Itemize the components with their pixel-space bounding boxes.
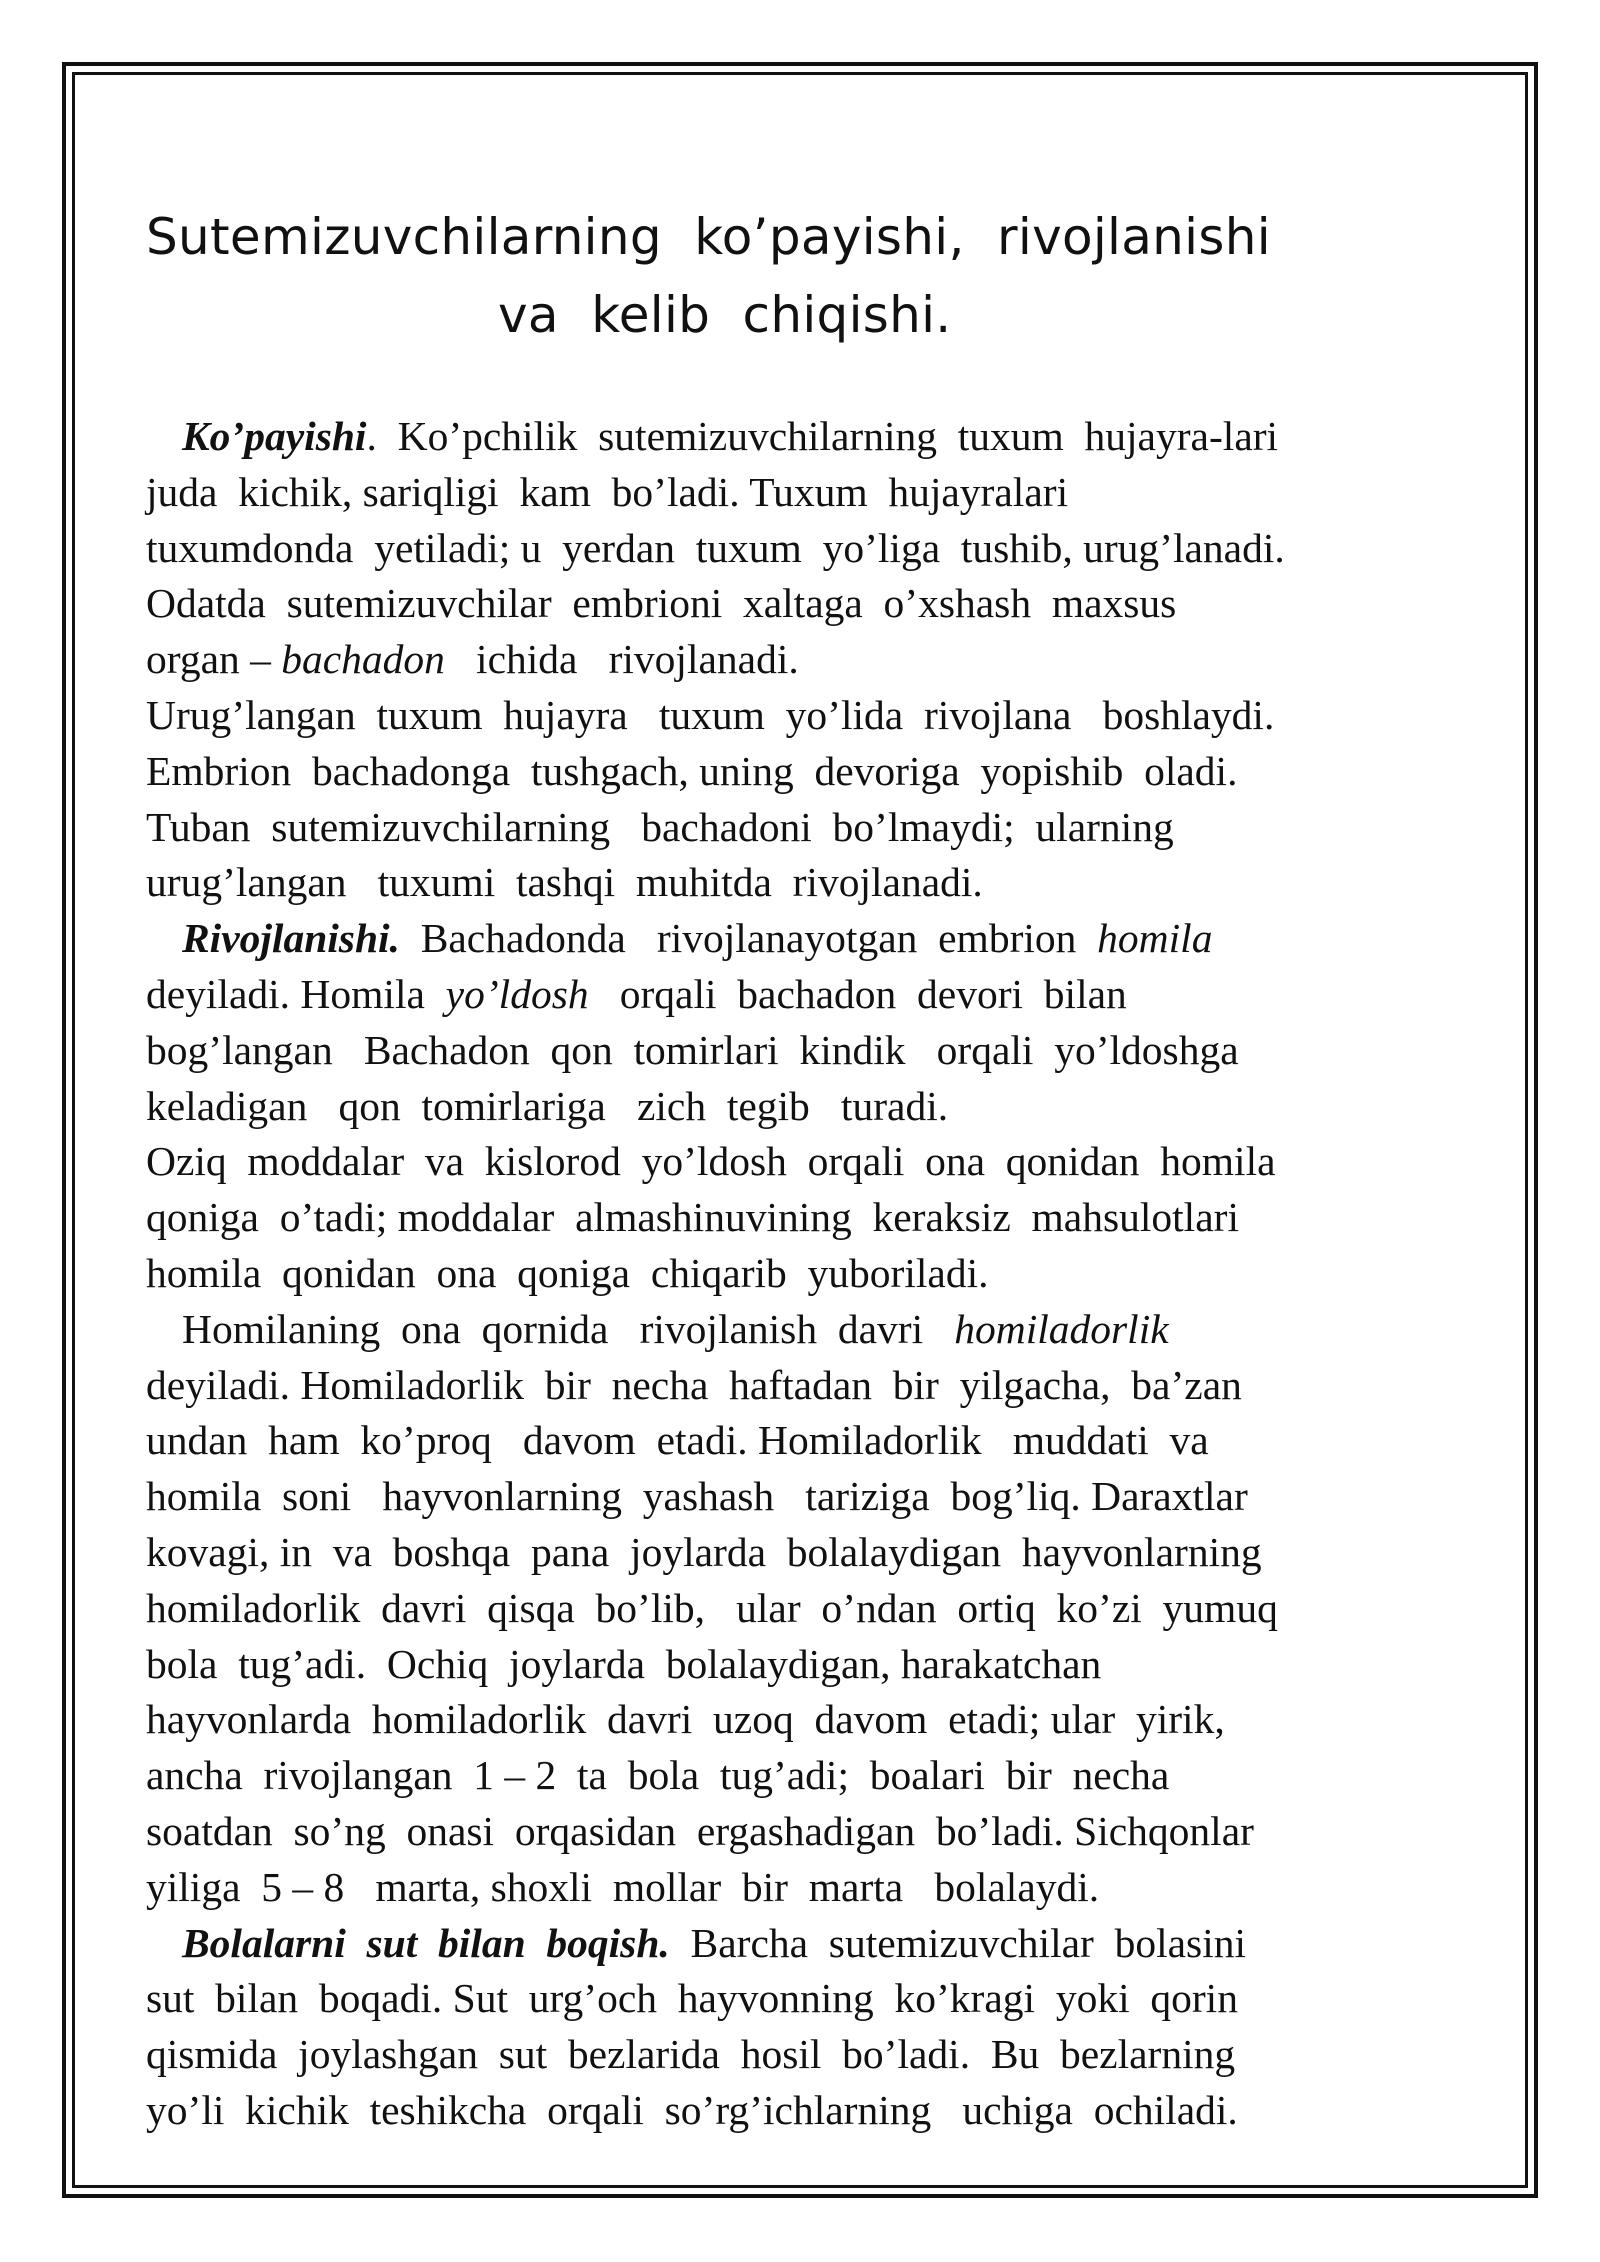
text-line [146,1190,1486,1246]
text-run: bog’langan Bachadon qon tomirlari kindik orqali yo’ldoshga [146,1026,1239,1073]
text-run: homiladorlik davri qisqa bo’lib, ular o’ndan ortiq ko’zi yumuq [146,1584,1278,1631]
text-run: yo’li kichik teshikcha orqali so’rg’ichlarning uchiga ochiladi. [146,2086,1238,2133]
title-line-2: va kelib chiqishi. [498,286,952,344]
text-run: Homilaning ona qornida rivojlanish davri [182,1305,955,1352]
text-line [146,911,1486,967]
text-run: tuxumdonda yetiladi; u yerdan tuxum yo’liga tushib, urug’lanadi. [146,524,1285,571]
text-run: juda kichik, sariqligi kam bo’ladi. Tuxum hujayralari [146,468,1069,515]
title-line-1: Sutemizuvchilarning ko’payishi, rivojlanishi [146,208,1271,266]
text-run: Embrion bachadonga tushgach, uning devoriga yopishib oladi. [146,747,1238,794]
text-line [146,1916,1486,1972]
text-line [146,1023,1486,1079]
text-line [146,1079,1486,1135]
text-run: urug’langan tuxumi tashqi muhitda rivojlanadi. [146,859,983,906]
text-line [146,465,1486,521]
text-line [146,1860,1486,1916]
text-run: ancha rivojlangan 1 – 2 ta bola tug’adi; boalari bir necha [146,1752,1170,1799]
text-run: Odatda sutemizuvchilar embrioni xaltaga o’xshash maxsus [146,580,1177,627]
text-line [146,1302,1486,1358]
italic-term: homila [1097,915,1213,962]
text-line [146,688,1486,744]
text-line [146,967,1486,1023]
text-line [146,1358,1486,1414]
text-line [146,855,1486,911]
section-heading: Rivojlanishi. [182,915,400,962]
text-run: hayvonlarda homiladorlik davri uzoq davom etadi; ular yirik, [146,1696,1225,1743]
text-line [146,521,1486,577]
text-run: deyiladi. Homiladorlik bir necha haftadan bir yilgacha, ba’zan [146,1361,1242,1408]
text-line [146,2027,1486,2083]
text-run: ichida rivojlanadi. [444,636,799,683]
italic-term: homiladorlik [954,1305,1169,1352]
text-run: kovagi, in va boshqa pana joylarda bolalaydigan hayvonlarning [146,1528,1262,1575]
text-line [146,1748,1486,1804]
text-run: yiliga 5 – 8 marta, shoxli mollar bir marta bolalaydi. [146,1863,1100,1910]
text-run: qismida joylashgan sut bezlarida hosil bo’ladi. Bu bezlarning [146,2031,1236,2078]
page-title [146,198,1446,354]
text-run: keladigan qon tomirlariga zich tegib turadi. [146,1082,949,1129]
text-line [146,409,1486,465]
section-heading: Bolalarni sut bilan boqish. [182,1919,670,1966]
text-line [146,1581,1486,1637]
text-line [146,1692,1486,1748]
text-line [146,1804,1486,1860]
text-line [146,632,1486,688]
section-heading: Ko’payishi [182,413,367,459]
text-run: deyiladi. Homila [146,970,446,1017]
text-run: soatdan so’ng onasi orqasidan ergashadigan bo’ladi. Sichqonlar [146,1807,1254,1854]
text-run: orqali bachadon devori bilan [588,970,1127,1017]
text-line [146,2083,1486,2139]
text-line [146,1971,1486,2027]
text-line [146,1637,1486,1693]
text-run: sut bilan boqadi. Sut urg’och hayvonning ko’kragi yoki qorin [146,1975,1238,2022]
text-run: homila soni hayvonlarning yashash tariziga bog’liq. Daraxtlar [146,1473,1248,1520]
text-line [146,800,1486,856]
text-line [146,1469,1486,1525]
text-run: Tuban sutemizuvchilarning bachadoni bo’lmaydi; ularning [146,803,1174,850]
text-run: Oziq moddalar va kislorod yo’ldosh orqali ona qonidan homila [146,1138,1276,1185]
italic-term: bachadon [281,636,445,683]
text-run: organ – [146,636,282,683]
text-run: Urug’langan tuxum hujayra tuxum yo’lida rivojlana boshlaydi. [146,691,1275,738]
text-line [146,1413,1486,1469]
text-line [146,576,1486,632]
text-line [146,744,1486,800]
text-run: Barcha sutemizuvchilar bolasini [669,1919,1247,1966]
text-run: . Ko’pchilik sutemizuvchilarning tuxum hujayra-lari [366,413,1279,459]
text-run: homila qonidan ona qoniga chiqarib yuboriladi. [146,1249,989,1296]
text-run: undan ham ko’proq davom etadi. Homiladorlik muddati va [146,1417,1209,1464]
text-line [146,1525,1486,1581]
text-run: Bachadonda rivojlanayotgan embrion [399,915,1098,962]
text-line [146,1134,1486,1190]
text-run: bola tug’adi. Ochiq joylarda bolalaydigan, harakatchan [146,1640,1102,1687]
italic-term: yo’ldosh [445,970,589,1017]
text-line [146,1246,1486,1302]
text-run: qoniga o’tadi; moddalar almashinuvining keraksiz mahsulotlari [146,1194,1239,1241]
document-body [146,409,1486,2139]
